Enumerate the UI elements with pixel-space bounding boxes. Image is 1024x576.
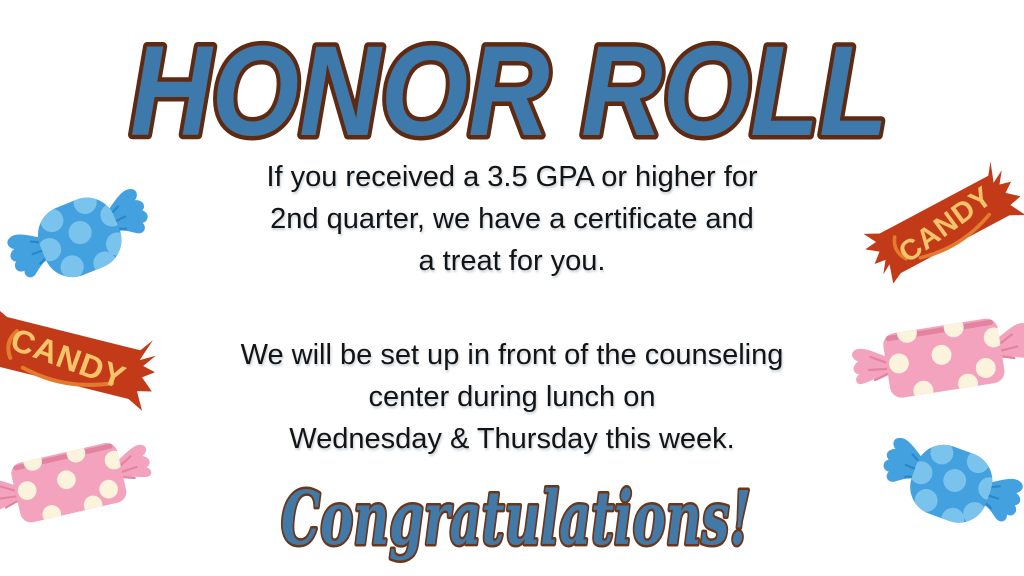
honor-roll-title-text: HONOR ROLL: [130, 20, 888, 163]
schedule-line-3: Wednesday & Thursday this week.: [289, 423, 735, 455]
intro-line-3: a treat for you.: [418, 245, 606, 277]
congratulations-text-label: Congratulations!: [281, 476, 751, 562]
candy-bar-label: CANDY: [6, 321, 131, 396]
intro-line-2: 2nd quarter, we have a certificate and: [270, 203, 754, 235]
honor-roll-title: [0, 8, 1024, 168]
intro-line-1: If you received a 3.5 GPA or higher for: [266, 161, 758, 193]
schedule-line-1: We will be set up in front of the counseling: [240, 339, 784, 371]
schedule-line-2: center during lunch on: [368, 381, 656, 413]
candy-bar-label: CANDY: [893, 180, 999, 270]
